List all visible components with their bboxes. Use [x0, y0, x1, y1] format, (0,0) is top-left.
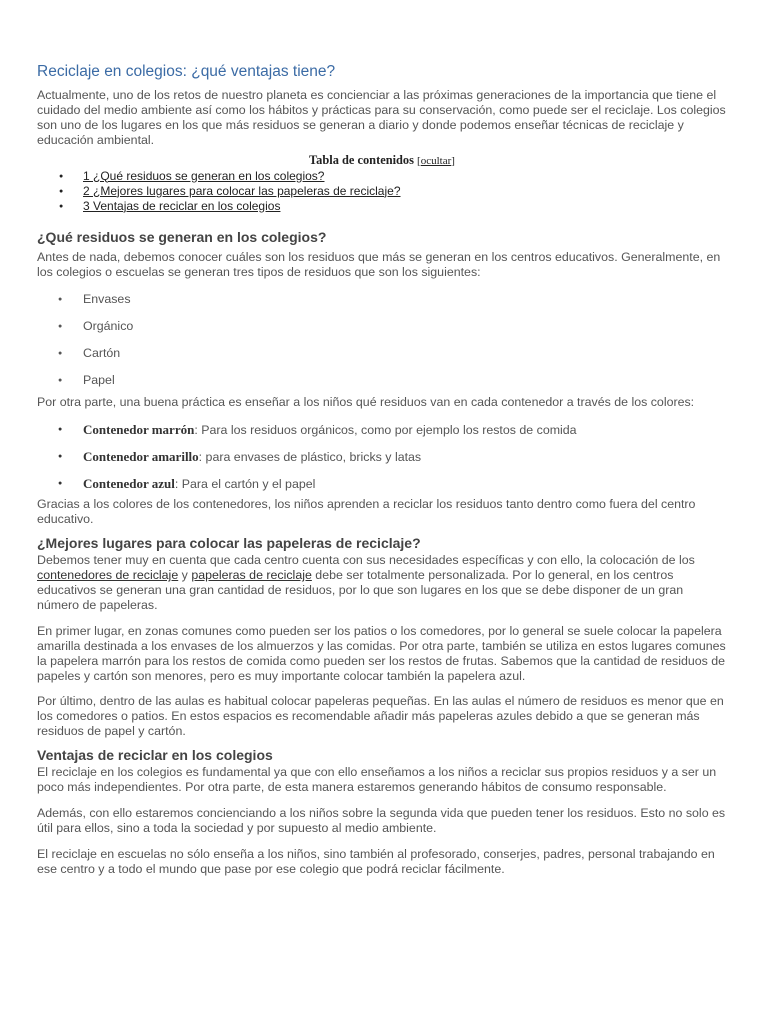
- list-item: ● Orgánico: [58, 319, 727, 346]
- section1-paragraph-1: Antes de nada, debemos conocer cuáles son los residuos que más se generan en los centros educativos. Generalmente, en los colegios o escuelas se generan tres tipos de residuos que son los siguientes:: [37, 249, 721, 279]
- section-heading-places: ¿Mejores lugares para colocar las papeleras de reciclaje?: [37, 535, 421, 552]
- section3-paragraph-3: El reciclaje en escuelas no sólo enseña a los niños, sino también al profesorado, conserjes, padres, personal trabajando en ese centro y a todo el mundo que pase por ese colegio que podrá reciclar fácilmente.: [37, 846, 715, 876]
- toc-link-waste[interactable]: 1 ¿Qué residuos se generan en los colegios?: [83, 168, 325, 183]
- section2-paragraph-2: En primer lugar, en zonas comunes como pueden ser los patios o los comedores, por lo general se suele colocar la papelera amarilla destinada a los envases de los almuerzos y las comidas. Por otra parte, también se utiliza en estos lugares comunes la papelera marrón para los restos de comida como pueden ser los restos de frutas. Sabemos que la cantidad de residuos de papeles y cartón son menores, pero es muy importante colocar también la papelera azul.: [37, 623, 726, 683]
- toc-link-places[interactable]: 2 ¿Mejores lugares para colocar las papeleras de reciclaje?: [83, 183, 401, 198]
- section1-paragraph-3: Gracias a los colores de los contenedores, los niños aprenden a reciclar los residuos tanto dentro como fuera del centro educativo.: [37, 497, 696, 527]
- article: [37, 62, 727, 877]
- list-item: [58, 449, 727, 476]
- toc-toggle-open: [: [417, 154, 421, 167]
- toc-heading: Tabla de contenidos: [309, 152, 414, 167]
- waste-type-list: [37, 292, 727, 400]
- paragraph-text: y: [178, 568, 192, 583]
- container-name: Contenedor amarillo: [83, 449, 199, 465]
- container-description: : Para los residuos orgánicos, como por ejemplo los restos de comida: [194, 423, 577, 438]
- list-item: ● Envases: [58, 292, 727, 319]
- section1-paragraph-2: Por otra parte, una buena práctica es enseñar a los niños qué residuos van en cada contenedor a través de los colores:: [37, 395, 695, 410]
- list-item: ● Cartón: [58, 346, 727, 373]
- list-item: ● Papel: [58, 373, 727, 400]
- container-description: : Para el cartón y el papel: [174, 477, 316, 492]
- container-description: : para envases de plástico, bricks y latas: [198, 450, 422, 465]
- container-name: Contenedor marrón: [83, 422, 195, 438]
- container-color-list: [37, 422, 727, 503]
- toc-toggle: [417, 155, 455, 167]
- section2-paragraph-1: [37, 553, 727, 613]
- toc-toggle-close: ]: [451, 154, 455, 167]
- page-title: Reciclaje en colegios: ¿qué ventajas tiene?: [37, 63, 336, 80]
- toc-item: [59, 169, 727, 184]
- container-name: Contenedor azul: [83, 476, 175, 492]
- intro-paragraph: Actualmente, uno de los retos de nuestro planeta es concienciar a las próximas generaciones de la importancia que tiene el cuidado del medio ambiente así como los hábitos y prácticas para su conservación, como puede ser el reciclaje. Los colegios son uno de los lugares en los que más residuos se generan a diario y donde podemos enseñar técnicas de reciclaje y educación ambiental.: [37, 88, 726, 147]
- toc-header: [37, 153, 727, 169]
- toc-link-advantages[interactable]: 3 Ventajas de reciclar en los colegios: [83, 198, 281, 213]
- list-item: [58, 422, 727, 449]
- bins-link[interactable]: papeleras de reciclaje: [191, 568, 312, 583]
- section-heading-advantages: Ventajas de reciclar en los colegios: [37, 747, 273, 764]
- section-heading-waste: ¿Qué residuos se generan en los colegios?: [37, 228, 327, 245]
- section3-paragraph-2: Además, con ello estaremos concienciando a los niños sobre la segunda vida que pueden tener los residuos. Esto no solo es útil para ellos, sino a toda la sociedad y por supuesto al medio ambiente.: [37, 805, 726, 835]
- paragraph-text: debe ser totalmente personalizada. Por lo general, en los centros educativos se generan una gran cantidad de residuos, por lo que son lugares en los que se debe disponer de un gran número de papeleras.: [37, 568, 684, 612]
- table-of-contents: [37, 153, 727, 214]
- section2-paragraph-3: Por último, dentro de las aulas es habitual colocar papeleras pequeñas. En las aulas el número de residuos es menor que en los comedores o patios. En estos espacios es recomendable añadir más papeleras azules debido a que se generan más residuos de papel y cartón.: [37, 694, 724, 739]
- paragraph-text: Debemos tener muy en cuenta que cada centro cuenta con sus necesidades específicas y con ello, la colocación de los: [37, 553, 695, 568]
- section3-paragraph-1: El reciclaje en los colegios es fundamental ya que con ello enseñamos a los niños a reciclar sus propios residuos y a ser un poco más independientes. Por otra parte, de esta manera estaremos generando hábitos de consumo responsable.: [37, 765, 717, 795]
- containers-link[interactable]: contenedores de reciclaje: [37, 568, 179, 583]
- toc-item: [59, 199, 727, 214]
- toc-list: [37, 169, 727, 214]
- toc-hide-link[interactable]: ocultar: [420, 154, 452, 167]
- toc-item: [59, 184, 727, 199]
- list-item: [58, 476, 727, 503]
